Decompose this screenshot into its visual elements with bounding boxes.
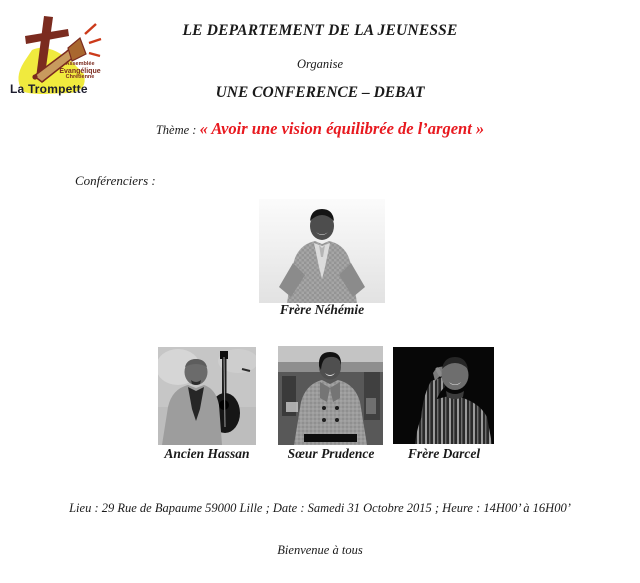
logo-church-name: La Trompette	[10, 82, 88, 96]
photo-frere-nehemie	[259, 199, 385, 303]
theme-text: « Avoir une vision équilibrée de l’argent »	[199, 119, 485, 138]
caption-frere-darcel: Frère Darcel	[407, 446, 481, 461]
theme-line	[0, 119, 640, 139]
photo-ancien-hassan	[158, 347, 256, 445]
page-title: LE DEPARTEMENT DE LA JEUNESSE	[182, 22, 458, 39]
speakers-label: Conférenciers :	[75, 173, 156, 188]
photo-soeur-prudence	[278, 346, 383, 445]
trumpet-mouthpiece	[32, 74, 37, 79]
soeur-prudence-portrait	[278, 346, 383, 445]
sound-ray	[89, 53, 100, 56]
organise-subtitle: Organise	[296, 57, 344, 71]
logo-org-line2: Évangélique	[59, 67, 101, 75]
ancien-hassan-portrait	[158, 347, 256, 445]
caption-ancien-hassan: Ancien Hassan	[164, 446, 250, 461]
logo-org-line1: Assemblée	[65, 61, 95, 67]
logo-org-line3: Chrétienne	[65, 74, 95, 81]
frere-darcel-portrait	[393, 347, 494, 444]
welcome-message: Bienvenue à tous	[277, 543, 363, 557]
caption-soeur-prudence: Sœur Prudence	[287, 446, 375, 461]
frere-nehemie-portrait	[259, 199, 385, 303]
caption-frere-nehemie: Frère Néhémie	[279, 302, 365, 317]
event-details: Lieu : 29 Rue de Bapaume 59000 Lille ; Date : Samedi 31 Octobre 2015 ; Heure : 14H00’ à 16H00’	[69, 501, 571, 515]
event-title: UNE CONFERENCE – DEBAT	[215, 84, 425, 101]
theme-label: Thème :	[155, 123, 200, 137]
photo-frere-darcel	[393, 347, 494, 444]
